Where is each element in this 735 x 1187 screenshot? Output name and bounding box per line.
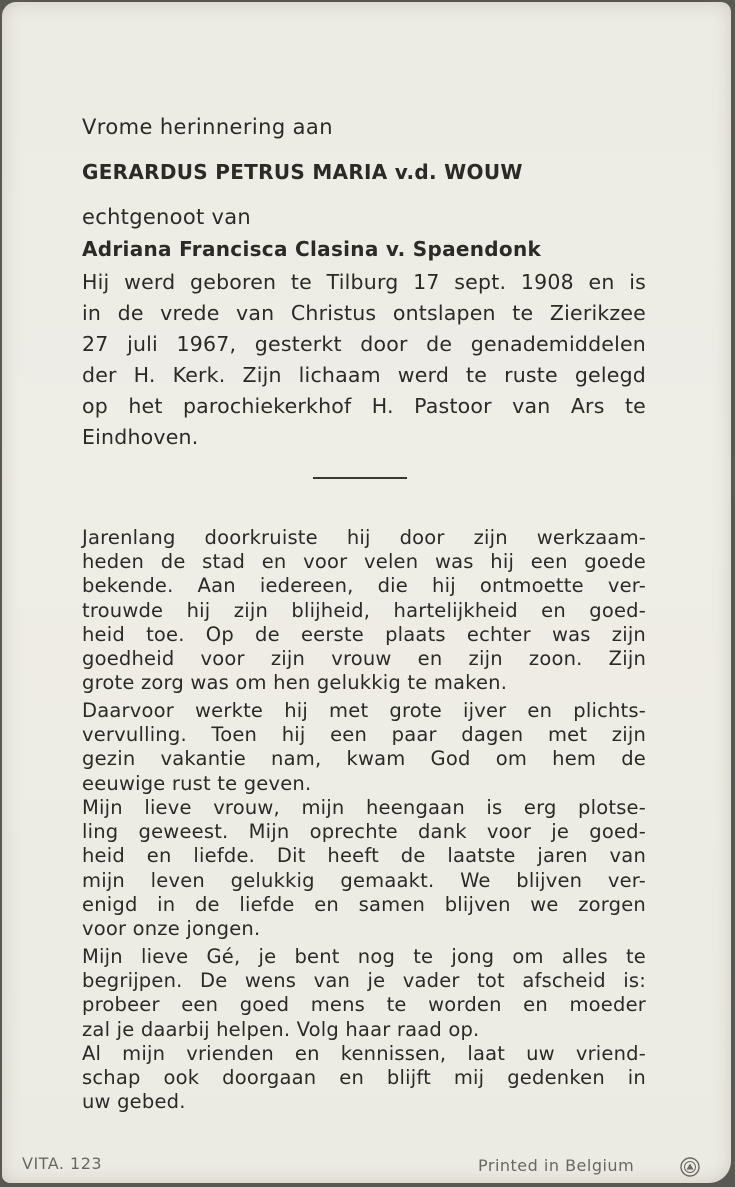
- paragraph-line: ling geweest. Mijn oprechte dank voor je goed-: [82, 820, 646, 844]
- paragraph-line: Jarenlang doorkruiste hij door zijn werkzaam-: [82, 526, 646, 549]
- printer-notice: Printed in Belgium: [478, 1156, 635, 1175]
- paragraph-line: heden de stad en voor velen was hij een goede: [82, 550, 646, 574]
- paragraph-line: heid toe. Op de eerste plaats echter was zijn: [82, 622, 646, 646]
- paragraph-line: eeuwige rust te geven.: [82, 771, 312, 795]
- catalog-number: VITA. 123: [22, 1154, 103, 1173]
- bio-line: op het parochiekerkhof H. Pastoor van Ars te: [82, 394, 646, 418]
- paragraph-line: uw gebed.: [82, 1090, 186, 1114]
- section-divider: [313, 477, 407, 479]
- paragraph-line: trouwde hij zijn blijheid, hartelijkheid en goed-: [82, 598, 646, 622]
- paragraph-line: voor onze jongen.: [82, 917, 261, 941]
- bio-line: Hij werd geboren te Tilburg 17 sept. 1908 en is: [82, 270, 646, 294]
- printer-seal-icon: [680, 1157, 700, 1177]
- paragraph-line: Daarvoor werkte hij met grote ijver en plichts-: [82, 699, 646, 722]
- paragraph-line: Mijn lieve vrouw, mijn heengaan is erg plotse-: [82, 796, 646, 819]
- paragraph-line: zal je daarbij helpen. Volg haar raad op.: [82, 1017, 480, 1041]
- bio-line: 27 juli 1967, gesterkt door de genademiddelen: [82, 332, 646, 356]
- paragraph-2: [82, 699, 646, 796]
- bio-line: Eindhoven.: [82, 425, 199, 449]
- paragraph-line: gezin vakantie nam, kwam God om hem de: [82, 747, 646, 771]
- paragraph-1: [82, 526, 646, 695]
- paragraph-4: [82, 945, 646, 1042]
- memorial-card: [2, 2, 731, 1183]
- paragraph-line: goedheid voor zijn vrouw en zijn zoon. Zijn: [82, 647, 646, 671]
- bio-line: in de vrede van Christus ontslapen te Zierikzee: [82, 301, 646, 325]
- paragraph-line: Mijn lieve Gé, je bent nog te jong om alles te: [82, 945, 646, 968]
- spouse-label: echtgenoot van: [82, 205, 251, 229]
- spouse-name: Adriana Francisca Clasina v. Spaendonk: [82, 237, 542, 261]
- paragraph-line: heid en liefde. Dit heeft de laatste jaren van: [82, 844, 646, 868]
- biography-block: [82, 267, 646, 453]
- paragraph-line: bekende. Aan iedereen, die hij ontmoette ver-: [82, 574, 646, 598]
- intro-line: Vrome herinnering aan: [82, 115, 333, 139]
- paragraph-5: [82, 1042, 646, 1115]
- bio-line: der H. Kerk. Zijn lichaam werd te ruste gelegd: [82, 363, 646, 387]
- paragraph-line: enigd in de liefde en samen blijven we zorgen: [82, 892, 646, 916]
- deceased-name: GERARDUS PETRUS MARIA v.d. WOUW: [82, 160, 523, 184]
- paragraph-line: probeer een goed mens te worden en moeder: [82, 993, 646, 1017]
- paragraph-line: mijn leven gelukkig gemaakt. We blijven ver-: [82, 868, 646, 892]
- paragraph-line: grote zorg was om hen gelukkig te maken.: [82, 671, 508, 695]
- paragraph-line: vervulling. Toen hij een paar dagen met zijn: [82, 723, 646, 747]
- paragraph-line: begrijpen. De wens van je vader tot afscheid is:: [82, 969, 646, 993]
- paragraph-line: Al mijn vrienden en kennissen, laat uw vriend-: [82, 1042, 646, 1065]
- paragraph-3: [82, 796, 646, 941]
- paragraph-line: schap ook doorgaan en blijft mij gedenken in: [82, 1066, 646, 1090]
